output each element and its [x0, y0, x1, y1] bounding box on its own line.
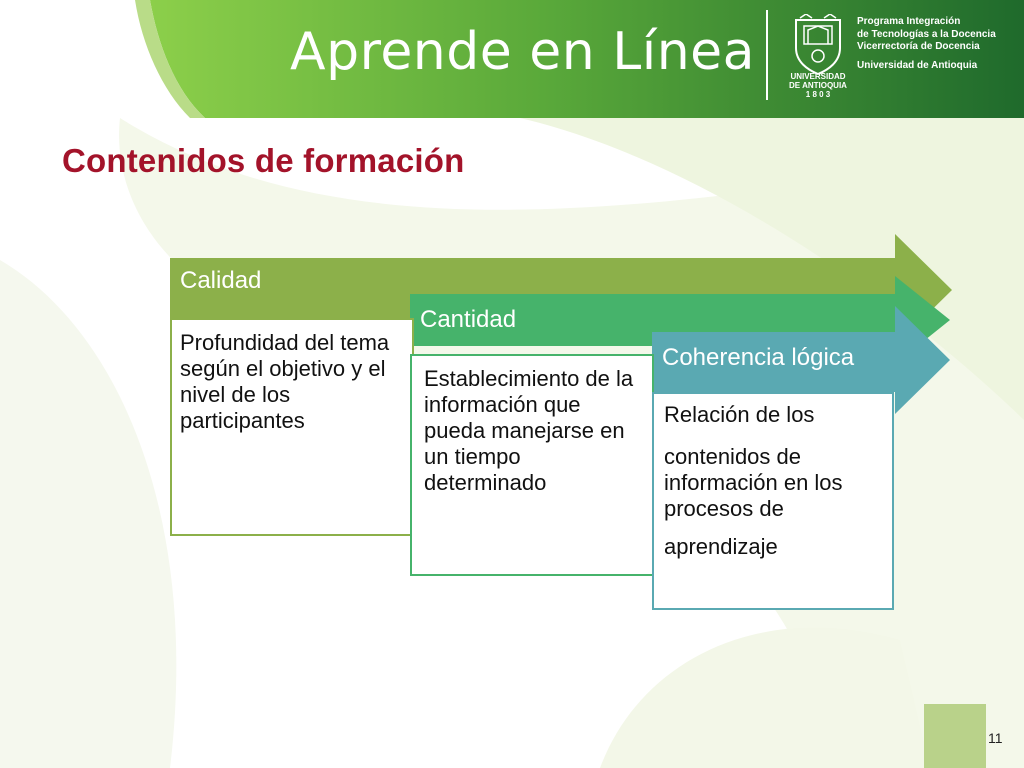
step-body-coherencia [652, 392, 894, 610]
step-body-line: Relación de los [664, 402, 815, 427]
step-body-cantidad: Establecimiento de la información que pueda manejarse en un tiempo determinado [410, 354, 654, 576]
program-line: Vicerrectoría de Docencia [857, 41, 980, 52]
program-line: de Tecnologías a la Docencia [857, 28, 996, 40]
program-line: Universidad de Antioquia [857, 59, 978, 71]
seal-caption-line: UNIVERSIDAD [790, 72, 846, 81]
program-line: Programa Integración [857, 16, 961, 27]
step-title-coherencia: Coherencia lógica [662, 344, 855, 371]
brand-logo-text: Aprende en Línea [290, 22, 756, 82]
page-number: 11 [988, 730, 1003, 746]
step-body-calidad: Profundidad del tema según el objetivo y el nivel de los participantes [170, 318, 414, 536]
seal-caption-line: DE ANTIOQUIA [789, 81, 847, 90]
step-body-line: aprendizaje [664, 534, 778, 559]
step-title-cantidad: Cantidad [420, 306, 517, 333]
slide-title: Contenidos de formación [62, 142, 465, 179]
step-body-line: contenidos de información en los procesos de [664, 444, 843, 521]
step-title-calidad: Calidad [180, 267, 262, 294]
seal-caption-line: 1 8 0 3 [805, 90, 831, 99]
